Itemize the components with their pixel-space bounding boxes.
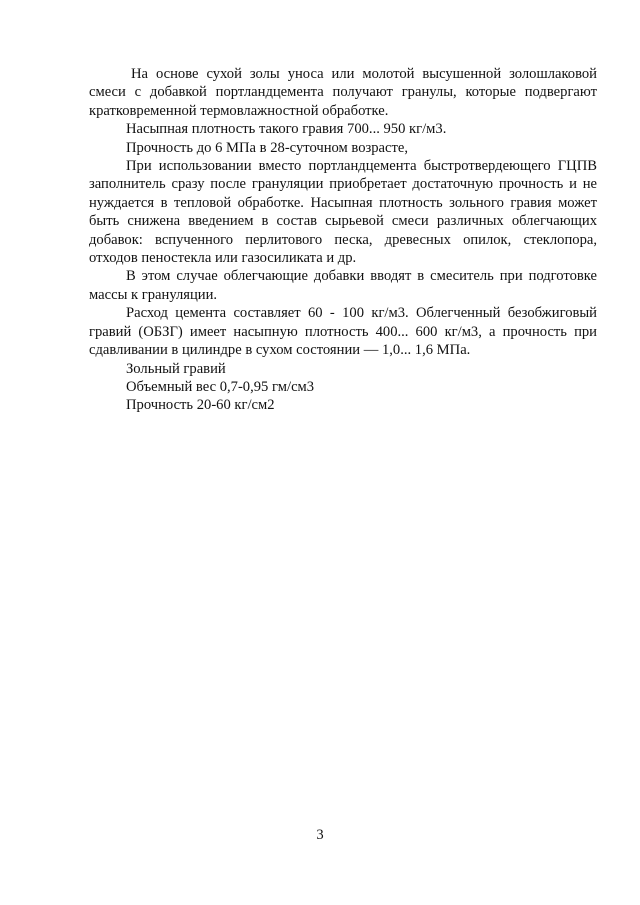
- paragraph-strength-range: Прочность 20-60 кг/см2: [126, 397, 275, 414]
- paragraph-bulk-density: Насыпная плотность такого гравия 700... 950 кг/м3.: [126, 121, 447, 138]
- paragraph-ash-gravel-heading: Зольный гравий: [126, 360, 226, 377]
- paragraph-lightening-additives: В этом случае облегчающие добавки вводят в смеситель при подготовке массы к грануляции.: [89, 268, 597, 303]
- paragraph-volumetric-weight: Объемный вес 0,7-0,95 гм/см3: [126, 378, 315, 395]
- page-number: 3: [316, 827, 324, 843]
- paragraph-fly-ash-granules: На основе сухой золы уноса или молотой высушенной золошлаковой смеси с добавкой портландцемента получают гранулы, которые подвергают кратковременной термовлажностной обработке.: [89, 66, 597, 119]
- paragraph-cement-consumption: Расход цемента составляет 60 - 100 кг/м3. Облегченный безобжиговый гравий (ОБЗГ) имеет насыпную плотность 400... 600 кг/м3, а прочность при сдавливании в цилиндре в сухом состоянии — 1,0... 1,6 МПа.: [89, 305, 597, 359]
- document-body: [89, 65, 597, 415]
- paragraph-strength-28-days: Прочность до 6 МПа в 28-суточном возрасте,: [126, 139, 409, 156]
- paragraph-gcpv-usage: При использовании вместо портландцемента быстротвердеющего ГЦПВ заполнитель сразу после грануляции приобретает достаточную прочность и не нуждается в тепловой обработке. Насыпная плотность зольного гравия может быть снижена введением в состав сырьевой смеси различных облегчающих добавок: вспученного перлитового песка, древесных опилок, стеклопора, отходов пеностекла или газосиликата и др.: [89, 158, 597, 267]
